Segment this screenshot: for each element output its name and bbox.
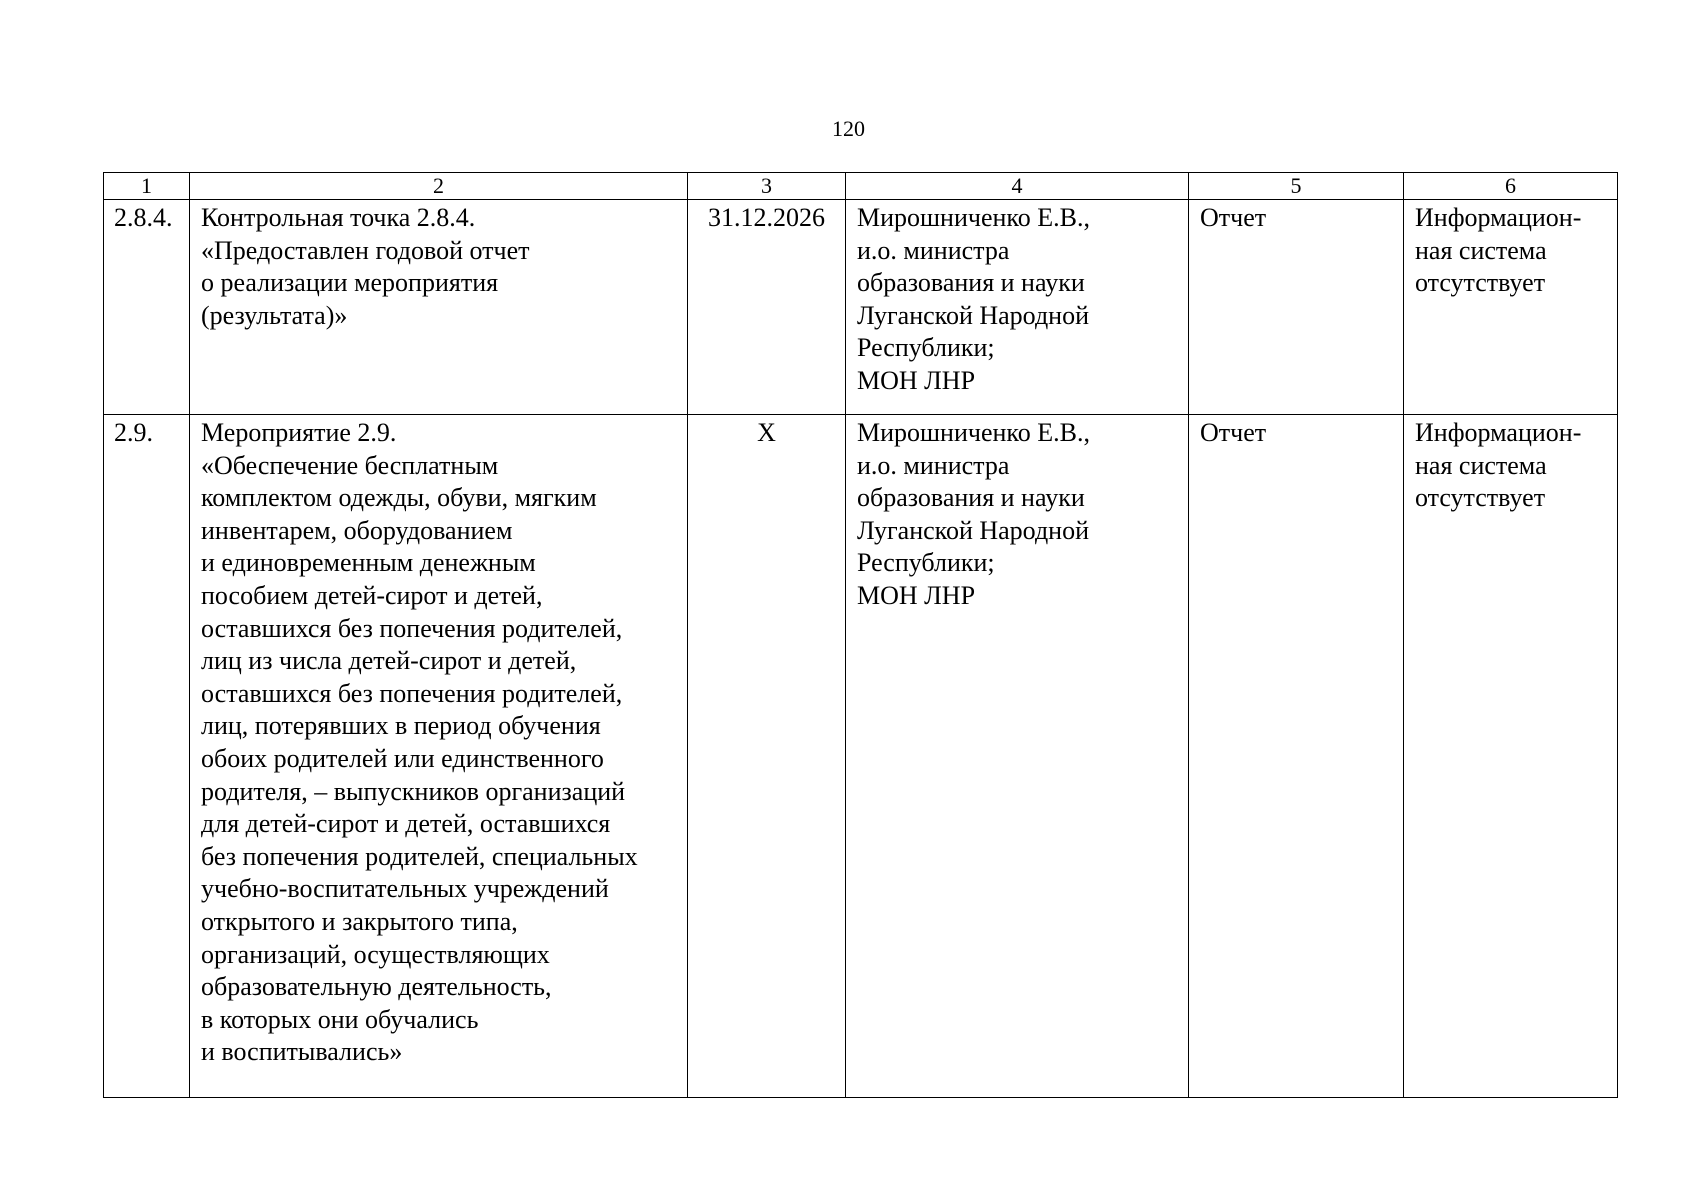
row-number-cell: 2.9. — [104, 415, 190, 1098]
description-cell: Контрольная точка 2.8.4. «Предоставлен годовой отчет о реализации мероприятия (результата)» — [190, 200, 688, 415]
row-number-cell: 2.8.4. — [104, 200, 190, 415]
date-cell: Х — [688, 415, 846, 1098]
document-type-cell: Отчет — [1189, 415, 1404, 1098]
column-header: 1 — [104, 173, 190, 200]
column-header: 6 — [1404, 173, 1618, 200]
responsible-cell: Мирошниченко Е.В., и.о. министра образования и науки Луганской Народной Республики; МОН ЛНР — [846, 200, 1189, 415]
date-cell: 31.12.2026 — [688, 200, 846, 415]
document-type-cell: Отчет — [1189, 200, 1404, 415]
responsible-cell: Мирошниченко Е.В., и.о. министра образования и науки Луганской Народной Республики; МОН ЛНР — [846, 415, 1189, 1098]
page-number: 120 — [832, 116, 865, 141]
column-header: 5 — [1189, 173, 1404, 200]
table-header-row — [104, 173, 1618, 200]
column-header: 2 — [190, 173, 688, 200]
plan-table — [103, 172, 1618, 1098]
column-header: 4 — [846, 173, 1189, 200]
column-header: 3 — [688, 173, 846, 200]
table-row — [104, 415, 1618, 1098]
description-cell: Мероприятие 2.9. «Обеспечение бесплатным комплектом одежды, обуви, мягким инвентарем, оборудованием и единовременным денежным пособием детей-сирот и детей, оставшихся без попечения родителей, лиц из числа детей-сирот и детей, оставшихся без попечения родителей, лиц, потерявших в период обучения обоих родителей или единственного родителя, – выпускников организаций для детей-сирот и детей, оставшихся без попечения родителей, специальных учебно-воспитательных учреждений открытого и закрытого типа, организаций, осуществляющих образовательную деятельность, в которых они обучались и воспитывались» — [190, 415, 688, 1098]
info-system-cell: Информацион- ная система отсутствует — [1404, 200, 1618, 415]
info-system-cell: Информацион- ная система отсутствует — [1404, 415, 1618, 1098]
table-row — [104, 200, 1618, 415]
